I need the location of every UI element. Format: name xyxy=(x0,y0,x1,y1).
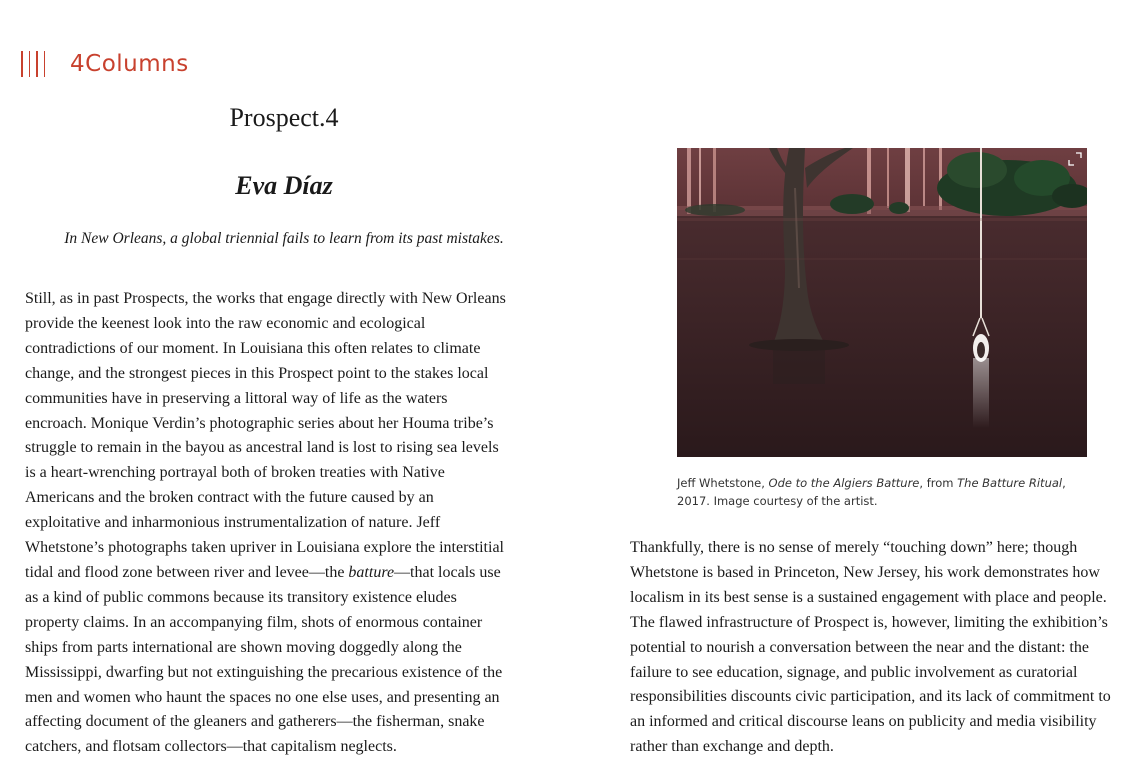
author-name[interactable]: Eva Díaz xyxy=(235,171,333,200)
body-line xyxy=(25,412,555,437)
body-line xyxy=(25,337,555,362)
caption-title: The Batture Ritual xyxy=(957,476,1063,490)
site-name: 4Columns xyxy=(70,51,189,77)
text-run: property claims. In an accompanying film, shots of enormous container xyxy=(25,613,483,631)
body-line xyxy=(25,710,555,735)
photo-image xyxy=(677,148,1087,457)
article-dek: In New Orleans, a global triennial fails to learn from its past mistakes. xyxy=(64,230,504,247)
text-run: as a kind of public commons because its transitory existence eludes xyxy=(25,588,457,606)
text-run: affecting document of the gleaners and gatherers—the fisherman, snake xyxy=(25,713,485,731)
text-run: Whetstone’s photographs taken upriver in Louisiana explore the interstitial xyxy=(25,539,504,557)
text-run: responsibilities discounts civic participation, and its lack of commitment to xyxy=(630,688,1111,706)
text-run: —that locals use xyxy=(394,563,501,581)
text-run: is a heart-wrenching portrayal both of broken treaties with Native xyxy=(25,464,445,482)
italic-term: batture xyxy=(348,563,395,581)
photo-caption xyxy=(677,474,1097,510)
body-line xyxy=(25,436,555,461)
text-run: exploitative and inharmonious instrumentalization of nature. Jeff xyxy=(25,514,441,532)
body-line xyxy=(25,661,555,686)
text-run: communities have in preserving a littoral way of life as the waters xyxy=(25,389,448,407)
body-line xyxy=(25,611,555,636)
text-run: Whetstone is based in Princeton, New Jersey, his work demonstrates how xyxy=(630,563,1100,581)
four-bars-logo-icon xyxy=(21,51,45,77)
text-run: tidal and flood zone between river and levee—the xyxy=(25,563,349,581)
body-line xyxy=(630,611,1139,636)
text-run: localism in its best sense is a sustained engagement with place and people. xyxy=(630,588,1107,606)
body-line xyxy=(25,636,555,661)
body-line xyxy=(630,586,1139,611)
text-run: potential to nourish a conversation between the near and the distant: the xyxy=(630,638,1089,656)
body-line xyxy=(630,735,1139,760)
section-title: Prospect.4 xyxy=(229,103,339,132)
text-run: failure to see education, signage, and public involvement as curatorial xyxy=(630,663,1078,681)
text-run: change, and the strongest pieces in this Prospect point to the stakes local xyxy=(25,364,489,382)
artwork-photo[interactable] xyxy=(677,148,1087,457)
caption-text: 2017. Image courtesy of the artist. xyxy=(677,494,878,508)
body-line xyxy=(630,661,1139,686)
body-line xyxy=(25,287,555,312)
caption-text: Jeff Whetstone, xyxy=(677,476,769,490)
text-run: ships from parts international are shown moving doggedly along the xyxy=(25,638,462,656)
body-line xyxy=(25,461,555,486)
article-body-left xyxy=(25,287,555,760)
text-run: catchers, and flotsam collectors—that capitalism neglects. xyxy=(25,738,397,756)
text-run: The flawed infrastructure of Prospect is, however, limiting the exhibition’s xyxy=(630,613,1108,631)
caption-text: , from xyxy=(919,476,958,490)
text-run: Still, as in past Prospects, the works that engage directly with New Orleans xyxy=(25,290,506,307)
text-run: provide the keenest look into the raw economic and ecological xyxy=(25,314,426,332)
body-line xyxy=(25,312,555,337)
body-line xyxy=(630,536,1139,561)
article-body-right xyxy=(630,536,1139,760)
body-line xyxy=(25,735,555,760)
text-run: contradictions of our moment. In Louisiana this often relates to climate xyxy=(25,339,481,357)
text-run: an informed and critical discourse leans on publicity and media visibility xyxy=(630,713,1097,731)
text-run: men and women who haunt the spaces no one else uses, and presenting an xyxy=(25,688,500,706)
text-run: encroach. Monique Verdin’s photographic series about her Houma tribe’s xyxy=(25,414,494,432)
text-run: Thankfully, there is no sense of merely “touching down” here; though xyxy=(630,539,1078,556)
body-line xyxy=(630,636,1139,661)
text-run: Mississippi, dwarfing but not extinguishing the precarious existence of the xyxy=(25,663,503,681)
body-line xyxy=(25,536,555,561)
text-run: Americans and the broken contract with the future caused by an xyxy=(25,489,434,507)
body-line xyxy=(25,586,555,611)
text-run: rather than exchange and depth. xyxy=(630,738,834,756)
body-line xyxy=(25,387,555,412)
body-line xyxy=(25,486,555,511)
body-line xyxy=(25,362,555,387)
body-line xyxy=(630,561,1139,586)
text-run: struggle to remain in the bayou as ancestral land is lost to rising sea levels xyxy=(25,439,499,457)
caption-text: , xyxy=(1062,476,1066,490)
body-line xyxy=(25,511,555,536)
body-line xyxy=(630,710,1139,735)
caption-title: Ode to the Algiers Batture xyxy=(768,476,920,490)
body-line xyxy=(25,561,555,586)
body-line xyxy=(25,686,555,711)
site-logo[interactable] xyxy=(21,48,189,80)
expand-icon[interactable] xyxy=(1068,152,1082,166)
body-line xyxy=(630,685,1139,710)
